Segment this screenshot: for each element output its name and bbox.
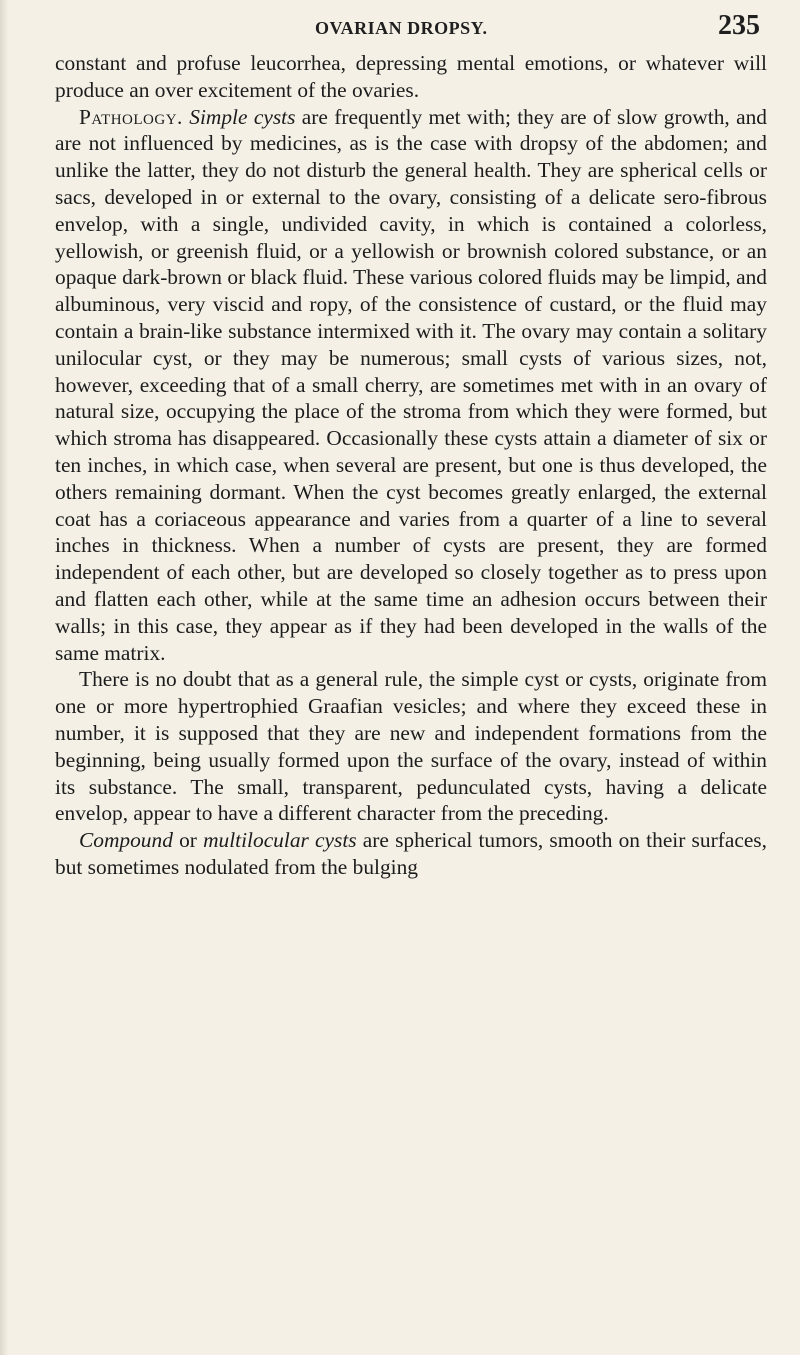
paragraph-origin <box>55 666 767 827</box>
page-header <box>60 10 760 46</box>
page-gutter-shadow <box>0 0 8 1355</box>
body-text <box>55 50 767 881</box>
term-compound: Compound <box>79 828 173 853</box>
term-multilocular-cysts: multilocular cysts <box>203 828 357 853</box>
connector-or: or <box>172 828 204 853</box>
paragraph-1-text: constant and profuse leucorrhea, depressing mental emotions, or whatever will produce an over excitement of the ovaries. <box>55 51 767 102</box>
paragraph-2-text: are frequently met with; they are of slow growth, and are not influenced by medicines, as is the case with dropsy of the abdomen; and unlike the latter, they do not disturb the general health. They are spherical cells or sacs, developed in or external to the ovary, consisting of a delicate sero-fibrous envelop, with a single, undivided cavity, in which is contained a colorless, yellowish, or greenish fluid, or a yellowish or brownish colored substance, or an opaque dark-brown or black fluid. These various colored fluids may be limpid, and albuminous, very viscid and ropy, of the consistence of custard, or the fluid may contain a brain-like substance intermixed with it. The ovary may contain a solitary unilocular cyst, or they may be numerous; small cysts of various sizes, not, however, exceeding that of a small cherry, are sometimes met with in an ovary of natural size, occupying the place of the stroma from which they were formed, but which stroma has disappeared. Occasionally these cysts attain a diameter of six or ten inches, in which case, when several are present, but one is thus developed, the others remaining dormant. When the cyst becomes greatly enlarged, the external coat has a coriaceous appearance and varies from a quarter of a line to several inches in thickness. When a number of cysts are present, they are formed independent of each other, but are developed so closely together as to press upon and flatten each other, while at the same time an adhesion occurs between their walls; in this case, they appear as if they had been developed in the walls of the same matrix. <box>55 104 767 665</box>
term-simple-cysts: Simple cysts <box>189 104 296 129</box>
paragraph-pathology <box>55 104 767 667</box>
paragraph-compound <box>55 827 767 881</box>
paragraph-3-text: There is no doubt that as a general rule, the simple cyst or cysts, originate from one or more hypertrophied Graafian vesicles; and where they exceed these in number, it is supposed that they are new and independent formations from the beginning, being usually formed upon the surface of the ovary, instead of within its substance. The small, transparent, pedunculated cysts, having a delicate envelop, appear to have a different character from the preceding. <box>55 667 767 826</box>
page-number: 235 <box>718 10 760 41</box>
section-heading-pathology: Pathology. <box>79 104 183 129</box>
paragraph-4-text: are spherical tumors, smooth on their surfaces, but sometimes nodulated from the bulging <box>55 828 767 879</box>
running-title: OVARIAN DROPSY. <box>315 18 488 38</box>
paragraph-continuation <box>55 50 767 104</box>
